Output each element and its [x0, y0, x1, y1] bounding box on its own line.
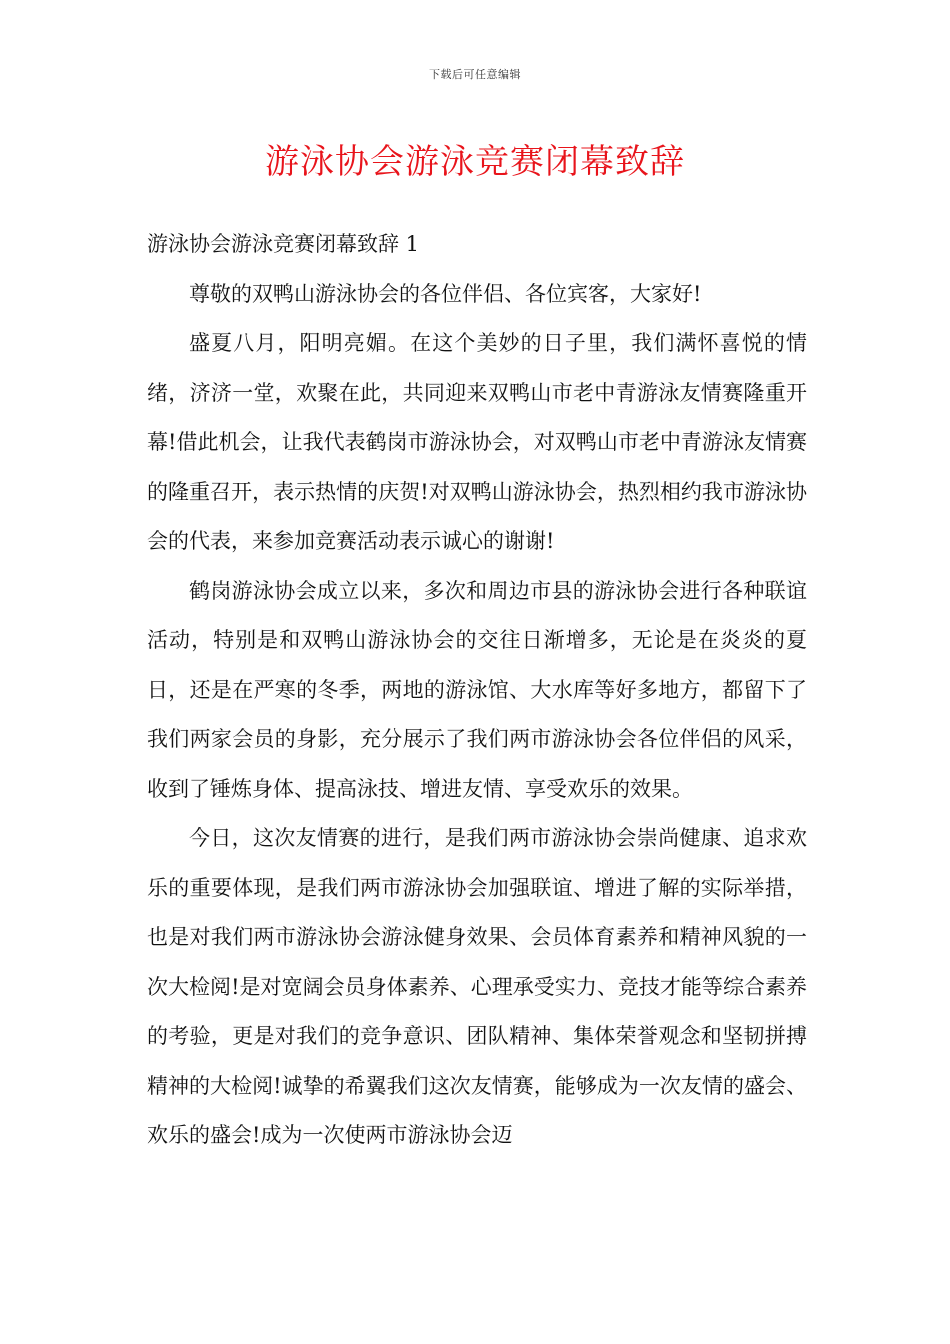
paragraph-significance: 今日，这次友情赛的进行，是我们两市游泳协会崇尚健康、追求欢乐的重要体现，是我们两市游泳协会加强联谊、增进了解的实际举措，也是对我们两市游泳协会游泳健身效果、会员体育素养和精神风貌的一次大检阅!是对宽阔会员身体素养、心理承受实力、竞技才能等综合素养的考验，更是对我们的竞争意识、团队精神、集体荣誉观念和坚韧拼搏精神的大检阅!诚挚的希翼我们这次友情赛，能够成为一次友情的盛会、欢乐的盛会!成为一次使两市游泳协会迈 [147, 826, 807, 1147]
header-note: 下载后可任意编辑 [429, 68, 521, 81]
document-body [147, 220, 807, 1161]
document-title: 游泳协会游泳竞赛闭幕致辞 [265, 142, 685, 182]
paragraph-greeting: 尊敬的双鸭山游泳协会的各位伴侣、各位宾客，大家好! [189, 281, 702, 306]
paragraph-history: 鹤岗游泳协会成立以来，多次和周边市县的游泳协会进行各种联谊活动，特别是和双鸭山游泳协会的交往日渐增多，无论是在炎炎的夏日，还是在严寒的冬季，两地的游泳馆、大水库等好多地方，都留下了我们两家会员的身影，充分展示了我们两市游泳协会各位伴侣的风采，收到了锤炼身体、提高泳技、增进友情、享受欢乐的效果。 [147, 578, 807, 801]
paragraph-opening: 盛夏八月，阳明亮媚。在这个美妙的日子里，我们满怀喜悦的情绪，济济一堂，欢聚在此，共同迎来双鸭山市老中青游泳友情赛隆重开幕!借此机会，让我代表鹤岗市游泳协会，对双鸭山市老中青游泳友情赛的隆重召开，表示热情的庆贺!对双鸭山游泳协会，热烈相约我市游泳协会的代表，来参加竞赛活动表示诚心的谢谢! [147, 331, 807, 553]
section-heading: 游泳协会游泳竞赛闭幕致辞 1 [147, 232, 420, 256]
